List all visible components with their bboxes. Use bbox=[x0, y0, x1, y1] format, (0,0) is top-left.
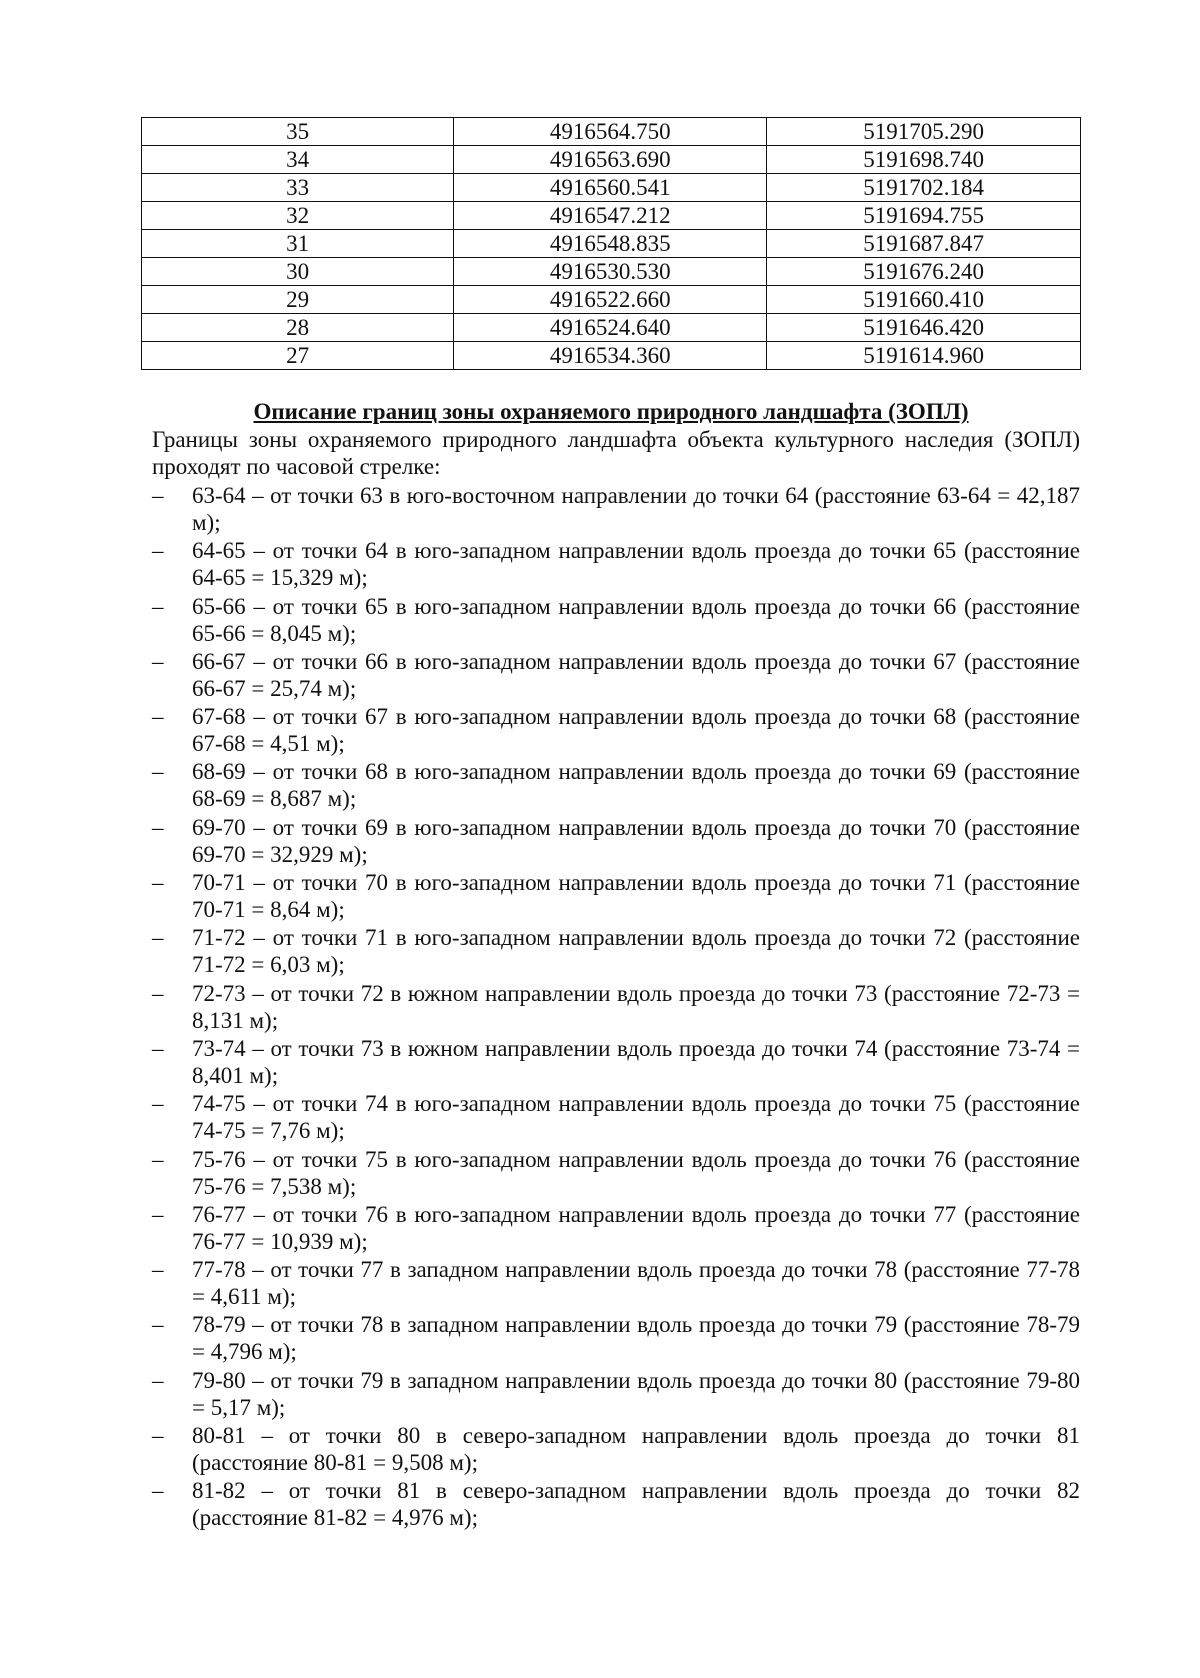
dash-bullet: – bbox=[152, 980, 164, 1006]
table-row bbox=[142, 202, 1081, 230]
list-item-text: 76-77 – от точки 76 в юго-западном направлении вдоль проезда до точки 77 (расстояние 76-77 = 10,939 м); bbox=[192, 1201, 1080, 1254]
y-coordinate-cell: 5191698.740 bbox=[767, 146, 1081, 174]
list-item-text: 63-64 – от точки 63 в юго-восточном направлении до точки 64 (расстояние 63-64 = 42,187 м); bbox=[192, 483, 1080, 535]
x-coordinate-cell: 4916564.750 bbox=[454, 118, 767, 146]
list-item-text: 72-73 – от точки 72 в южном направлении вдоль проезда до точки 73 (расстояние 72-73 = 8,131 м); bbox=[192, 980, 1080, 1033]
point-number-cell: 33 bbox=[142, 174, 454, 202]
list-item-text: 75-76 – от точки 75 в юго-западном направлении вдоль проезда до точки 76 (расстояние 75-76 = 7,538 м); bbox=[192, 1146, 1080, 1199]
list-item bbox=[152, 1035, 1080, 1089]
list-item bbox=[152, 814, 1080, 868]
list-item-text: 69-70 – от точки 69 в юго-западном направлении вдоль проезда до точки 70 (расстояние 69-70 = 32,929 м); bbox=[192, 814, 1080, 867]
list-item-text: 64-65 – от точки 64 в юго-западном направлении вдоль проезда до точки 65 (расстояние 64-65 = 15,329 м); bbox=[192, 538, 1080, 591]
x-coordinate-cell: 4916548.835 bbox=[454, 230, 767, 258]
dash-bullet: – bbox=[152, 1478, 164, 1504]
table-row bbox=[142, 118, 1081, 146]
y-coordinate-cell: 5191676.240 bbox=[767, 258, 1081, 286]
point-number-cell: 28 bbox=[142, 314, 454, 342]
list-item-text: 80-81 – от точки 80 в северо-западном направлении вдоль проезда до точки 81 (расстояние 80-81 = 9,508 м); bbox=[192, 1423, 1080, 1476]
dash-bullet: – bbox=[152, 1035, 164, 1061]
table-row bbox=[142, 314, 1081, 342]
list-item-text: 65-66 – от точки 65 в юго-западном направлении вдоль проезда до точки 66 (расстояние 65-66 = 8,045 м); bbox=[192, 593, 1080, 646]
list-item-text: 67-68 – от точки 67 в юго-западном направлении вдоль проезда до точки 68 (расстояние 67-68 = 4,51 м); bbox=[192, 704, 1080, 757]
x-coordinate-cell: 4916530.530 bbox=[454, 258, 767, 286]
table-row bbox=[142, 258, 1081, 286]
coordinates-table bbox=[141, 117, 1081, 370]
y-coordinate-cell: 5191694.755 bbox=[767, 202, 1081, 230]
table-row bbox=[142, 230, 1081, 258]
list-item bbox=[152, 1311, 1080, 1365]
dash-bullet: – bbox=[152, 814, 164, 840]
dash-bullet: – bbox=[152, 1201, 164, 1227]
dash-bullet: – bbox=[152, 648, 164, 674]
point-number-cell: 32 bbox=[142, 202, 454, 230]
point-number-cell: 31 bbox=[142, 230, 454, 258]
dash-bullet: – bbox=[152, 593, 164, 619]
list-item-text: 81-82 – от точки 81 в северо-западном направлении вдоль проезда до точки 82 (расстояние 81-82 = 4,976 м); bbox=[192, 1478, 1080, 1531]
x-coordinate-cell: 4916560.541 bbox=[454, 174, 767, 202]
x-coordinate-cell: 4916547.212 bbox=[454, 202, 767, 230]
list-item bbox=[152, 1367, 1080, 1421]
y-coordinate-cell: 5191660.410 bbox=[767, 286, 1081, 314]
table-row bbox=[142, 342, 1081, 370]
intro-paragraph: Границы зоны охраняемого природного ландшафта объекта культурного наследия (ЗОПЛ) проходят по часовой стрелке: bbox=[152, 427, 1080, 479]
list-item-text: 68-69 – от точки 68 в юго-западном направлении вдоль проезда до точки 69 (расстояние 68-69 = 8,687 м); bbox=[192, 759, 1080, 812]
list-item-text: 79-80 – от точки 79 в западном направлении вдоль проезда до точки 80 (расстояние 79-80 = 5,17 м); bbox=[192, 1367, 1080, 1420]
point-number-cell: 30 bbox=[142, 258, 454, 286]
dash-bullet: – bbox=[152, 1367, 164, 1393]
list-item-text: 78-79 – от точки 78 в западном направлении вдоль проезда до точки 79 (расстояние 78-79 = 4,796 м); bbox=[192, 1312, 1080, 1365]
y-coordinate-cell: 5191705.290 bbox=[767, 118, 1081, 146]
list-item bbox=[152, 1201, 1080, 1255]
list-item bbox=[152, 482, 1080, 536]
list-item-text: 66-67 – от точки 66 в юго-западном направлении вдоль проезда до точки 67 (расстояние 66-67 = 25,74 м); bbox=[192, 648, 1080, 701]
dash-bullet: – bbox=[152, 538, 164, 564]
list-item bbox=[152, 648, 1080, 702]
list-item bbox=[152, 924, 1080, 978]
y-coordinate-cell: 5191646.420 bbox=[767, 314, 1081, 342]
dash-bullet: – bbox=[152, 870, 164, 896]
point-number-cell: 35 bbox=[142, 118, 454, 146]
dash-bullet: – bbox=[152, 1257, 164, 1283]
dash-bullet: – bbox=[152, 1423, 164, 1449]
table-row bbox=[142, 146, 1081, 174]
list-item bbox=[152, 703, 1080, 757]
boundary-list bbox=[152, 482, 1080, 1533]
dash-bullet: – bbox=[152, 759, 164, 785]
x-coordinate-cell: 4916522.660 bbox=[454, 286, 767, 314]
list-item-text: 70-71 – от точки 70 в юго-западном направлении вдоль проезда до точки 71 (расстояние 70-71 = 8,64 м); bbox=[192, 870, 1080, 923]
dash-bullet: – bbox=[152, 1312, 164, 1338]
list-item bbox=[152, 758, 1080, 812]
point-number-cell: 34 bbox=[142, 146, 454, 174]
list-item-text: 71-72 – от точки 71 в юго-западном направлении вдоль проезда до точки 72 (расстояние 71-72 = 6,03 м); bbox=[192, 925, 1080, 978]
list-item bbox=[152, 1422, 1080, 1476]
dash-bullet: – bbox=[152, 704, 164, 730]
list-item bbox=[152, 1477, 1080, 1531]
table-row bbox=[142, 174, 1081, 202]
point-number-cell: 27 bbox=[142, 342, 454, 370]
point-number-cell: 29 bbox=[142, 286, 454, 314]
y-coordinate-cell: 5191614.960 bbox=[767, 342, 1081, 370]
dash-bullet: – bbox=[152, 1146, 164, 1172]
y-coordinate-cell: 5191702.184 bbox=[767, 174, 1081, 202]
list-item bbox=[152, 1146, 1080, 1200]
list-item bbox=[152, 980, 1080, 1034]
list-item bbox=[152, 1256, 1080, 1310]
list-item bbox=[152, 537, 1080, 591]
list-item bbox=[152, 1090, 1080, 1144]
y-coordinate-cell: 5191687.847 bbox=[767, 230, 1081, 258]
x-coordinate-cell: 4916524.640 bbox=[454, 314, 767, 342]
section-heading: Описание границ зоны охраняемого природного ландшафта (ЗОПЛ) bbox=[253, 399, 969, 424]
dash-bullet: – bbox=[152, 925, 164, 951]
list-item-text: 77-78 – от точки 77 в западном направлении вдоль проезда до точки 78 (расстояние 77-78 = 4,611 м); bbox=[192, 1257, 1080, 1310]
list-item bbox=[152, 869, 1080, 923]
dash-bullet: – bbox=[152, 483, 164, 508]
list-item bbox=[152, 593, 1080, 647]
x-coordinate-cell: 4916534.360 bbox=[454, 342, 767, 370]
dash-bullet: – bbox=[152, 1091, 164, 1117]
list-item-text: 73-74 – от точки 73 в южном направлении вдоль проезда до точки 74 (расстояние 73-74 = 8,401 м); bbox=[192, 1035, 1080, 1088]
table-row bbox=[142, 286, 1081, 314]
list-item-text: 74-75 – от точки 74 в юго-западном направлении вдоль проезда до точки 75 (расстояние 74-75 = 7,76 м); bbox=[192, 1091, 1080, 1144]
x-coordinate-cell: 4916563.690 bbox=[454, 146, 767, 174]
